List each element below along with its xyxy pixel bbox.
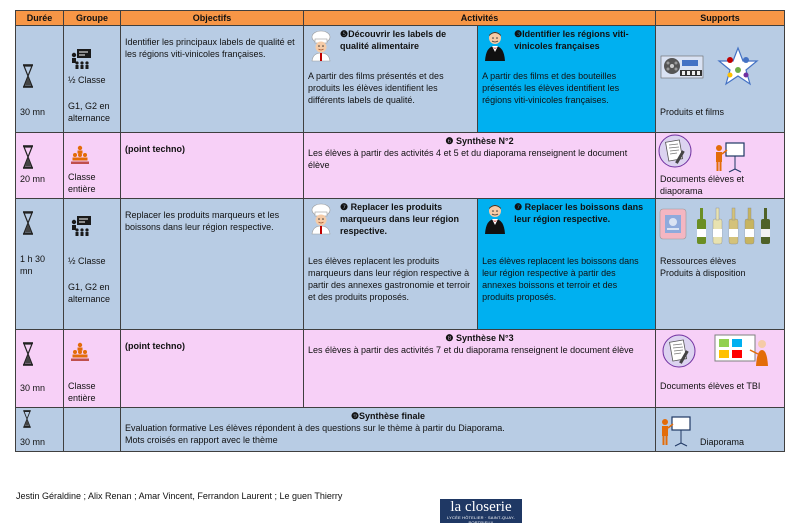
duration-text: 20 mn	[20, 174, 46, 184]
synthesis-title: ❽ Synthèse N°3	[445, 333, 514, 343]
header-objectifs: Objectifs	[121, 11, 304, 26]
duration-text: 30 mn	[20, 383, 46, 393]
waiter-icon	[482, 203, 508, 235]
film-camera-icon	[660, 50, 704, 84]
presenter-icon	[658, 410, 692, 450]
support-text: Documents élèves et diaporama	[660, 174, 745, 196]
objective-text: (point techno)	[125, 341, 185, 351]
synthesis-title: ❾Synthèse finale	[350, 411, 426, 421]
hourglass-icon	[22, 342, 34, 366]
support-text: Ressources élèves	[660, 256, 737, 266]
logo-name: la closerie	[450, 499, 512, 515]
duration-cell	[16, 26, 64, 133]
header-duree: Durée	[16, 11, 64, 26]
synthesis-text: Les élèves à partir des activités 4 et 5 et du diaporama renseignent le document élève	[308, 148, 628, 170]
hourglass-icon	[22, 410, 32, 428]
class-group-icon	[70, 342, 90, 362]
document-icon	[658, 134, 692, 168]
group-cell	[64, 330, 121, 408]
activities-cell	[304, 330, 656, 408]
header-supports: Supports	[656, 11, 785, 26]
duration-text: 1 h 30 mn	[20, 254, 46, 276]
objective-text: Replacer les produits marqueurs et les boissons dans leur région respective.	[125, 210, 280, 232]
group-rotation-text: G1, G2 en alternance	[68, 101, 111, 123]
duration-cell	[16, 199, 64, 330]
row-3	[16, 199, 785, 330]
final-synthesis-cell	[121, 408, 656, 452]
header-groupe: Groupe	[64, 11, 121, 26]
teacher-group-icon	[70, 215, 92, 237]
header-activites: Activités	[304, 11, 656, 26]
row-4	[16, 330, 785, 408]
chef-icon	[308, 30, 334, 62]
document-icon	[662, 334, 696, 368]
chef-icon	[308, 203, 334, 235]
hourglass-icon	[22, 145, 34, 169]
activity-text: Les élèves replacent les boissons dans leur région respective à partir des annexes boissons et terroir et des produits proposés.	[482, 256, 639, 302]
duration-cell	[16, 408, 64, 452]
support-cell	[656, 330, 785, 408]
resource-icon	[658, 207, 688, 241]
support-cell	[656, 199, 785, 330]
support-text: Produits à disposition	[660, 268, 746, 278]
support-text: Diaporama	[700, 437, 745, 447]
support-cell	[656, 26, 785, 133]
duration-text: 30 mn	[20, 437, 46, 447]
activity-labels	[304, 26, 478, 132]
group-cell	[64, 408, 121, 452]
row-2	[16, 133, 785, 199]
activity-title: ❸Identifier les régions viti-vinicoles françaises	[514, 29, 629, 51]
support-text: Produits et films	[660, 107, 725, 117]
activity-text: A partir des films et des bouteilles présentés les élèves identifient les régions viti-vinicoles françaises.	[482, 71, 620, 105]
activity-text: Les élèves replacent les produits marqueurs dans leur région respective à partir des annexes gastronomie et terroir et des produits proposés.	[308, 256, 471, 302]
group-text: Classe entière	[68, 172, 96, 194]
class-group-icon	[70, 145, 90, 165]
authors-footer: Jestin Géraldine ; Alix Renan ; Amar Vincent, Ferrandon Laurent ; Le guen Thierry	[16, 491, 343, 501]
activity-drinks	[478, 199, 655, 329]
group-text: ½ Classe	[68, 256, 106, 266]
activity-regions	[478, 26, 655, 132]
wine-bottles-icon	[694, 205, 774, 245]
activity-title: ❼ Replacer les produits marqueurs dans leur région respective.	[340, 202, 460, 236]
objective-text: Identifier les principaux labels de qualité et les régions viti-vinicoles françaises.	[125, 37, 295, 59]
support-cell	[656, 133, 785, 199]
duration-cell	[16, 133, 64, 199]
hourglass-icon	[22, 211, 34, 235]
group-cell	[64, 199, 121, 330]
activities-cell	[304, 26, 656, 133]
synthesis-text: Evaluation formative Les élèves répondent à des questions sur le thème à partir du Diaporama.	[125, 423, 505, 433]
synthesis-title: ❻ Synthèse N°2	[445, 136, 514, 146]
teacher-group-icon	[70, 48, 92, 70]
group-rotation-text: G1, G2 en alternance	[68, 282, 111, 304]
interactive-board-icon	[712, 332, 772, 368]
synthesis-text: Les élèves à partir des activités 7 et du diaporama renseignent le document élève	[308, 345, 634, 355]
activity-text: A partir des films présentés et des produits les élèves identifient les différents labels de qualité.	[308, 71, 444, 105]
duration-text: 30 mn	[20, 107, 46, 117]
objective-cell	[121, 330, 304, 408]
waiter-icon	[482, 30, 508, 62]
support-text: Documents élèves et TBI	[660, 381, 761, 391]
support-cell	[656, 408, 785, 452]
synthesis-text-secondary: Mots croisés en rapport avec le thème	[125, 435, 278, 445]
activities-cell	[304, 133, 656, 199]
group-text: ½ Classe	[68, 75, 106, 85]
logo-tagline: LYCÉE HÔTELIER · SAINT-QUAY-PORTRIEUX	[447, 515, 515, 525]
lesson-plan-table	[15, 10, 785, 452]
row-1	[16, 26, 785, 133]
activity-products	[304, 199, 478, 329]
group-cell	[64, 133, 121, 199]
presenter-icon	[712, 139, 746, 173]
activities-cell	[304, 199, 656, 330]
objective-cell	[121, 133, 304, 199]
duration-cell	[16, 330, 64, 408]
hourglass-icon	[22, 64, 34, 88]
objective-cell	[121, 26, 304, 133]
objective-text: (point techno)	[125, 144, 185, 154]
group-text: Classe entière	[68, 381, 96, 403]
labels-star-icon	[716, 46, 760, 86]
activity-title: ❺Découvrir les labels de qualité alimentaire	[340, 29, 447, 51]
objective-cell	[121, 199, 304, 330]
group-cell	[64, 26, 121, 133]
activity-title: ❼ Replacer les boissons dans leur région respective.	[514, 202, 644, 224]
la-closerie-logo	[440, 499, 522, 523]
header-row	[16, 11, 785, 26]
row-5	[16, 408, 785, 452]
